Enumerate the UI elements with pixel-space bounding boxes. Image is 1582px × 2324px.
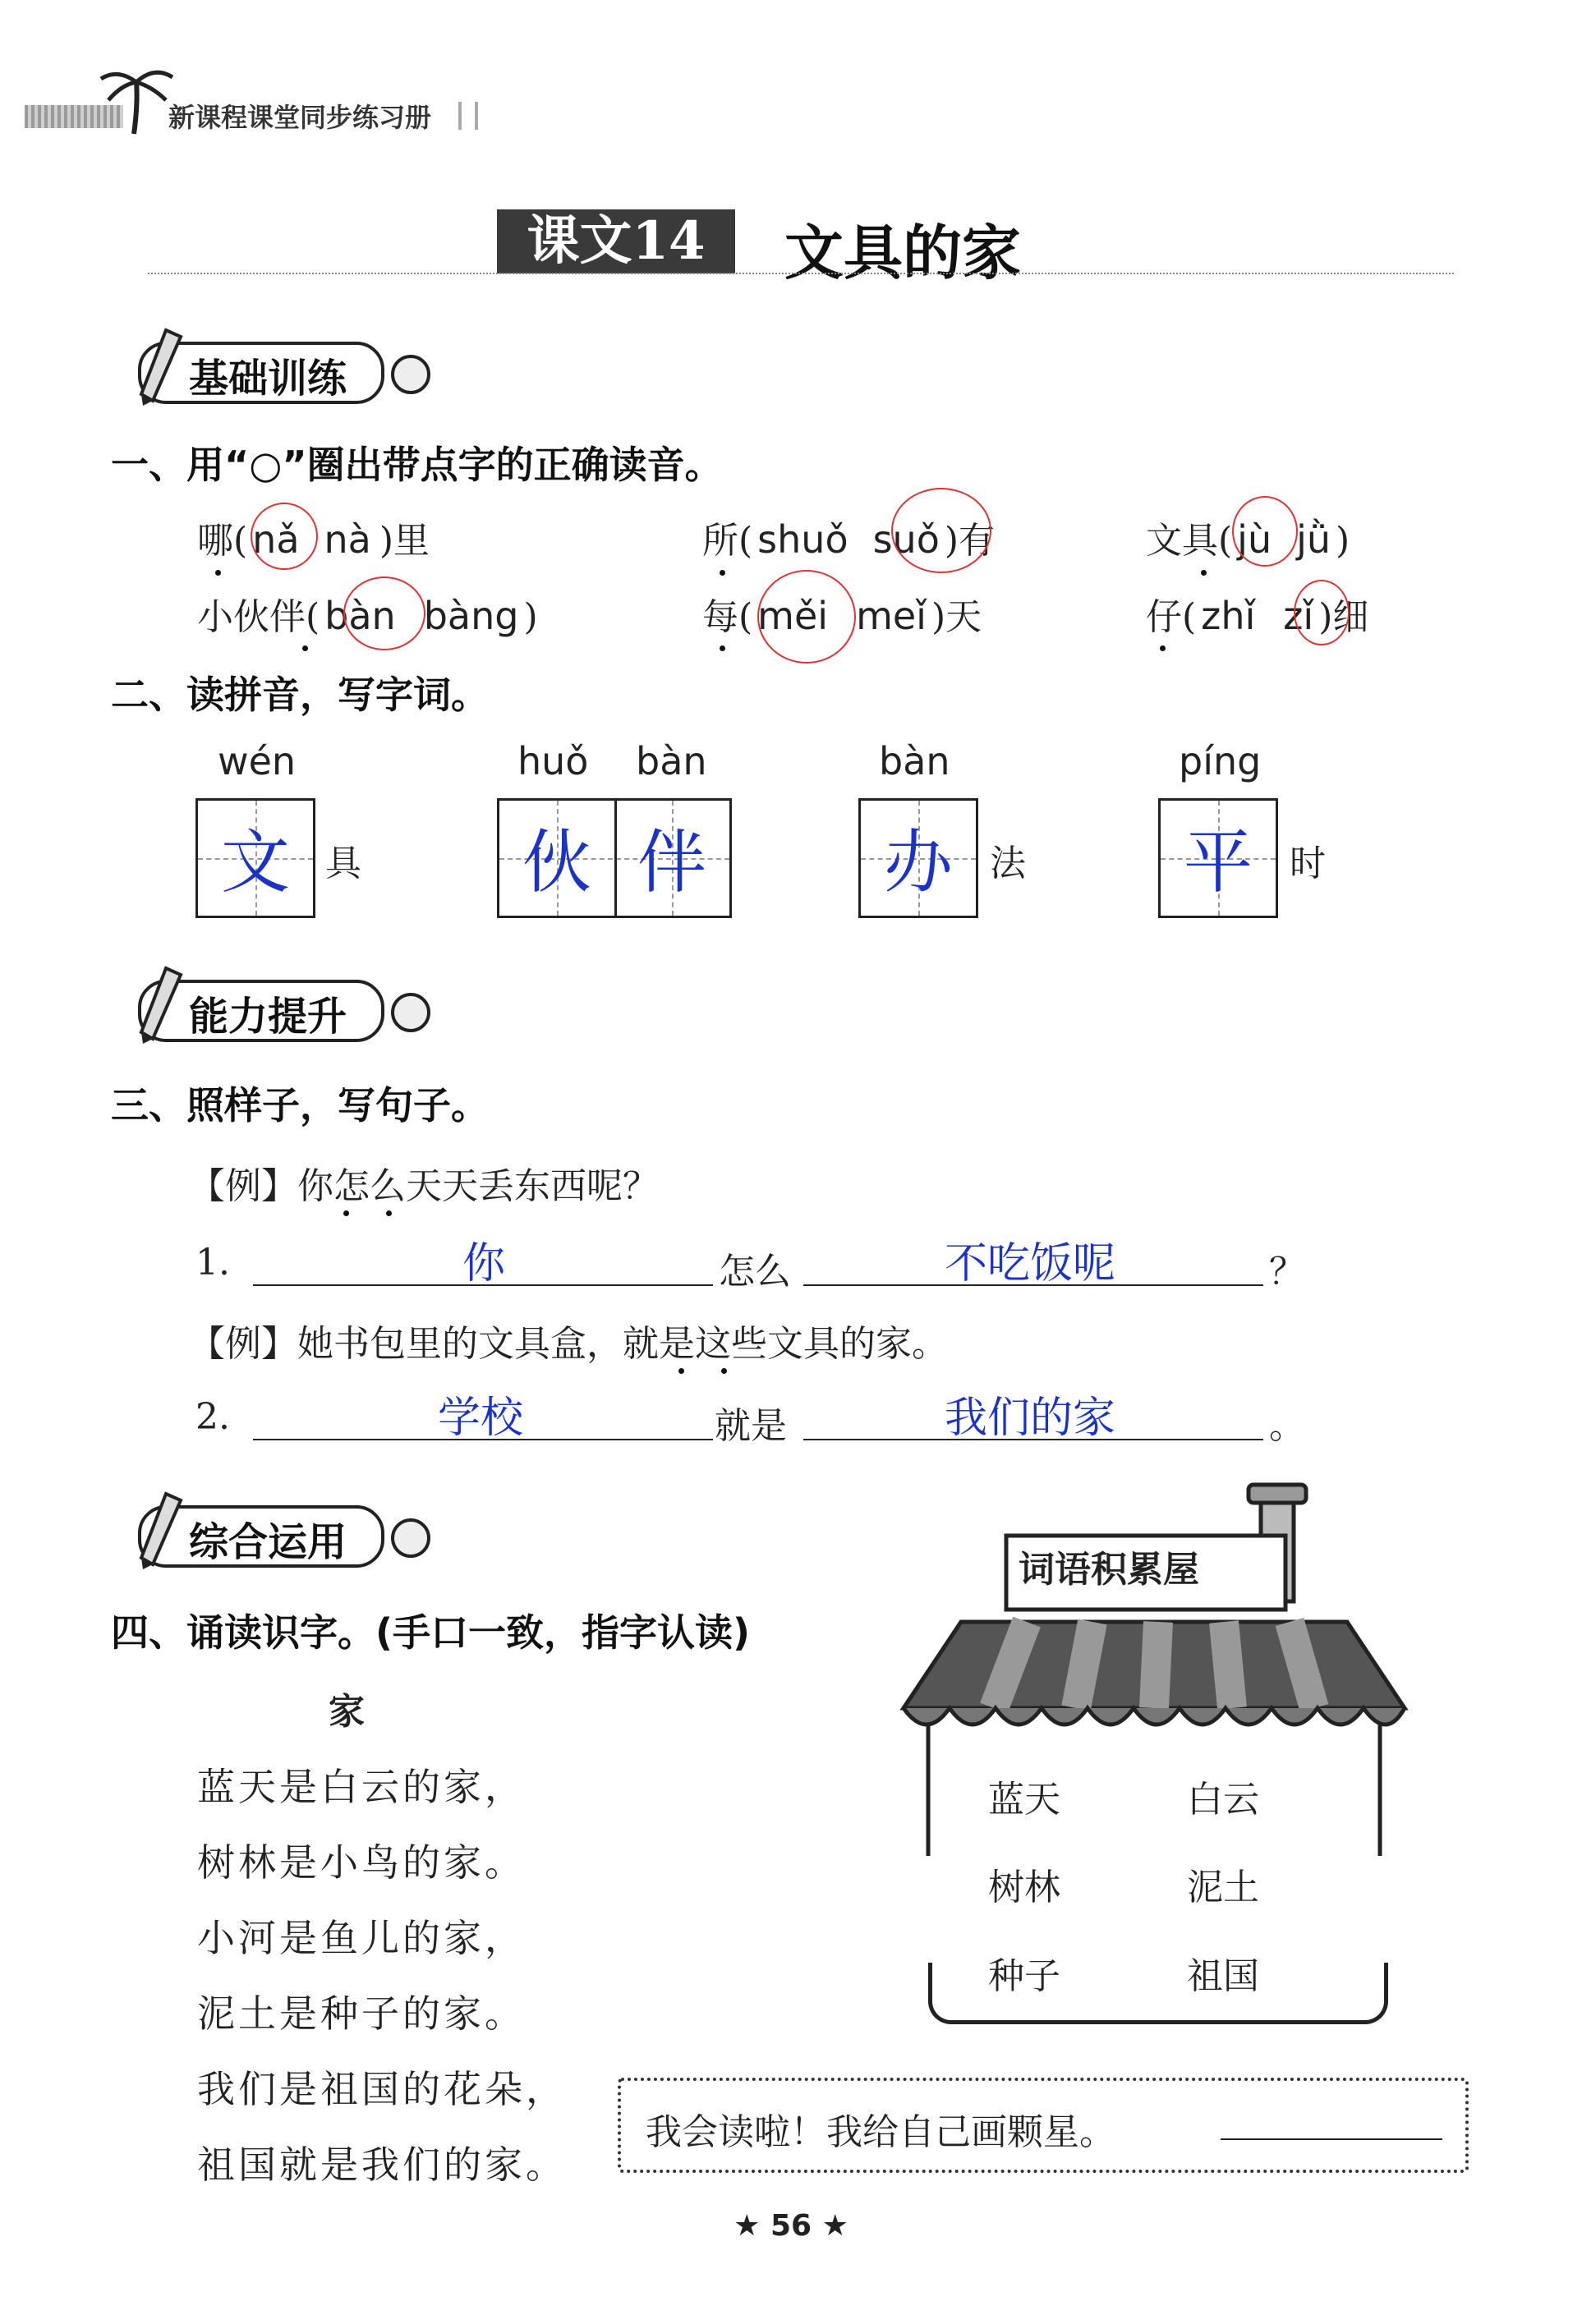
word-item: 蓝天 bbox=[988, 1779, 1060, 1821]
emphasis-dot bbox=[678, 1368, 684, 1374]
section-integrated-label: 综合运用 bbox=[189, 1519, 347, 1565]
poem-line: 祖国就是我们的家。 bbox=[197, 2143, 567, 2187]
handwritten-char: 办 bbox=[884, 822, 954, 903]
emphasis-dot bbox=[721, 1368, 727, 1374]
answer-circle bbox=[757, 570, 856, 664]
item-suffix: ) bbox=[523, 596, 538, 638]
section-ability-label: 能力提升 bbox=[189, 994, 347, 1040]
answer-blank[interactable] bbox=[803, 1393, 1263, 1443]
connector-word: 怎么 bbox=[719, 1251, 791, 1293]
poem-line: 我们是祖国的花朵， bbox=[197, 2067, 567, 2111]
option-a[interactable]: nǎ bbox=[252, 517, 300, 562]
title-divider bbox=[148, 273, 1454, 274]
example-sentence: 【例】她书包里的文具盒，就是这些文具的家。 bbox=[189, 1323, 948, 1365]
item-prefix: 每( bbox=[702, 596, 753, 638]
header-decor-end bbox=[458, 102, 478, 130]
lesson-title: 文具的家 bbox=[784, 218, 1022, 287]
pinyin-label: wén bbox=[218, 739, 297, 783]
self-check-text: 我会读啦！我给自己画颗星。 bbox=[646, 2111, 1115, 2153]
option-a[interactable]: jù bbox=[1237, 517, 1272, 562]
item-prefix: 小伙伴( bbox=[197, 596, 320, 638]
q2-prompt: 二、读拼音，写字词。 bbox=[111, 673, 489, 717]
word-item: 祖国 bbox=[1187, 1955, 1259, 1997]
emphasis-dot bbox=[1201, 570, 1207, 576]
section-integrated-badge bbox=[107, 1499, 411, 1568]
emphasis-dot bbox=[302, 645, 308, 651]
option-b[interactable]: suǒ bbox=[872, 517, 940, 562]
q3-prompt: 三、照样子，写句子。 bbox=[111, 1083, 489, 1128]
pencil-icon bbox=[123, 1489, 189, 1571]
option-a[interactable]: zhǐ bbox=[1201, 594, 1256, 638]
item-suffix: ) bbox=[1336, 520, 1350, 562]
handwritten-answer: 我们的家 bbox=[945, 1394, 1116, 1443]
book-title: 新课程课堂同步练习册 bbox=[168, 102, 432, 133]
item-prefix: 所( bbox=[702, 520, 753, 562]
handwritten-char: 文 bbox=[221, 822, 291, 903]
poem-line: 泥土是种子的家。 bbox=[197, 1991, 526, 2036]
word-suffix: 时 bbox=[1290, 843, 1326, 884]
handwritten-answer: 学校 bbox=[438, 1394, 524, 1443]
pencil-icon bbox=[123, 325, 189, 407]
emphasis-dot bbox=[720, 645, 725, 651]
item-prefix: 哪( bbox=[197, 520, 248, 562]
item-suffix: )有 bbox=[944, 520, 996, 562]
option-b[interactable]: meǐ bbox=[856, 594, 927, 638]
word-house-illustration bbox=[895, 1478, 1413, 1856]
q1-prompt: 一、用“○”圈出带点字的正确读音。 bbox=[111, 443, 723, 487]
poem-title: 家 bbox=[329, 1691, 365, 1733]
option-a[interactable]: bàn bbox=[324, 594, 396, 638]
connector-word: 就是 bbox=[715, 1405, 787, 1447]
page-number-row: ★ 56 ★ bbox=[734, 2209, 848, 2243]
word-item: 白云 bbox=[1187, 1779, 1259, 1821]
example-sentence: 【例】你怎么天天丢东西呢？ bbox=[189, 1165, 659, 1207]
option-a[interactable]: shuǒ bbox=[757, 517, 848, 562]
writing-grid[interactable] bbox=[195, 798, 315, 918]
item-suffix: )细 bbox=[1318, 596, 1369, 638]
pinyin-label: huǒ bbox=[517, 739, 589, 783]
answer-blank[interactable] bbox=[253, 1238, 713, 1286]
q4-prompt: 四、诵读识字。(手口一致，指字认读) bbox=[111, 1610, 751, 1655]
emphasis-dot bbox=[720, 570, 725, 576]
star-blank[interactable] bbox=[1221, 2138, 1442, 2140]
badge-ring-icon bbox=[391, 993, 430, 1032]
writing-grid[interactable] bbox=[497, 798, 732, 918]
item-prefix: 仔( bbox=[1146, 596, 1197, 638]
emphasis-dot bbox=[215, 570, 221, 576]
poem-line: 树林是小鸟的家。 bbox=[197, 1840, 526, 1885]
page-number: 56 bbox=[770, 2209, 812, 2243]
self-check-box bbox=[618, 2078, 1469, 2173]
end-punct: 。 bbox=[1269, 1405, 1305, 1447]
answer-circle bbox=[251, 503, 318, 570]
word-item: 泥土 bbox=[1187, 1867, 1259, 1908]
word-suffix: 具 bbox=[325, 843, 361, 884]
handwritten-answer: 不吃饭呢 bbox=[945, 1239, 1116, 1288]
answer-circle bbox=[891, 488, 991, 573]
word-item: 种子 bbox=[988, 1955, 1060, 1997]
option-b[interactable]: nà bbox=[324, 517, 371, 562]
section-ability-badge bbox=[107, 973, 411, 1042]
handwritten-char: 平 bbox=[1184, 822, 1253, 903]
item-suffix: )天 bbox=[931, 596, 982, 638]
badge-ring-icon bbox=[391, 355, 430, 394]
section-basic-label: 基础训练 bbox=[189, 356, 347, 402]
answer-circle bbox=[1294, 580, 1350, 645]
pinyin-label: bàn bbox=[879, 739, 950, 783]
end-punct: ？ bbox=[1269, 1251, 1305, 1293]
item-prefix: 文具( bbox=[1146, 520, 1233, 562]
lesson-number: 课文14 bbox=[497, 209, 735, 273]
option-b[interactable]: zǐ bbox=[1283, 594, 1314, 638]
poem-line: 蓝天是白云的家， bbox=[197, 1765, 526, 1809]
answer-circle bbox=[1232, 496, 1298, 567]
answer-blank[interactable] bbox=[253, 1393, 713, 1443]
option-b[interactable]: bàng bbox=[423, 594, 519, 638]
answer-circle bbox=[343, 576, 425, 650]
emphasis-dot bbox=[1160, 645, 1166, 651]
word-house-sign: 词语积累屋 bbox=[1019, 1549, 1199, 1591]
word-item: 树林 bbox=[988, 1867, 1060, 1908]
item-suffix: )里 bbox=[379, 520, 430, 562]
option-a[interactable]: měi bbox=[757, 594, 829, 638]
pinyin-label: píng bbox=[1179, 739, 1262, 783]
emphasis-dot bbox=[343, 1210, 349, 1216]
writing-grid[interactable] bbox=[1158, 798, 1278, 918]
handwritten-char: 伴 bbox=[637, 822, 707, 903]
poem-line: 小河是鱼儿的家， bbox=[197, 1916, 526, 1960]
badge-ring-icon bbox=[391, 1518, 430, 1558]
line-number: 1. bbox=[195, 1242, 230, 1284]
handwritten-answer: 你 bbox=[462, 1239, 506, 1288]
answer-blank[interactable] bbox=[803, 1238, 1263, 1286]
line-number: 2. bbox=[195, 1396, 230, 1438]
palm-tree-icon bbox=[97, 64, 179, 138]
emphasis-dot bbox=[386, 1210, 392, 1216]
word-suffix: 法 bbox=[990, 843, 1026, 884]
option-b[interactable]: jǜ bbox=[1296, 517, 1331, 562]
writing-grid[interactable] bbox=[858, 798, 978, 918]
pencil-icon bbox=[123, 963, 189, 1045]
section-basic-badge bbox=[107, 335, 411, 404]
pinyin-label: bàn bbox=[636, 739, 707, 783]
handwritten-char: 伙 bbox=[522, 822, 592, 903]
